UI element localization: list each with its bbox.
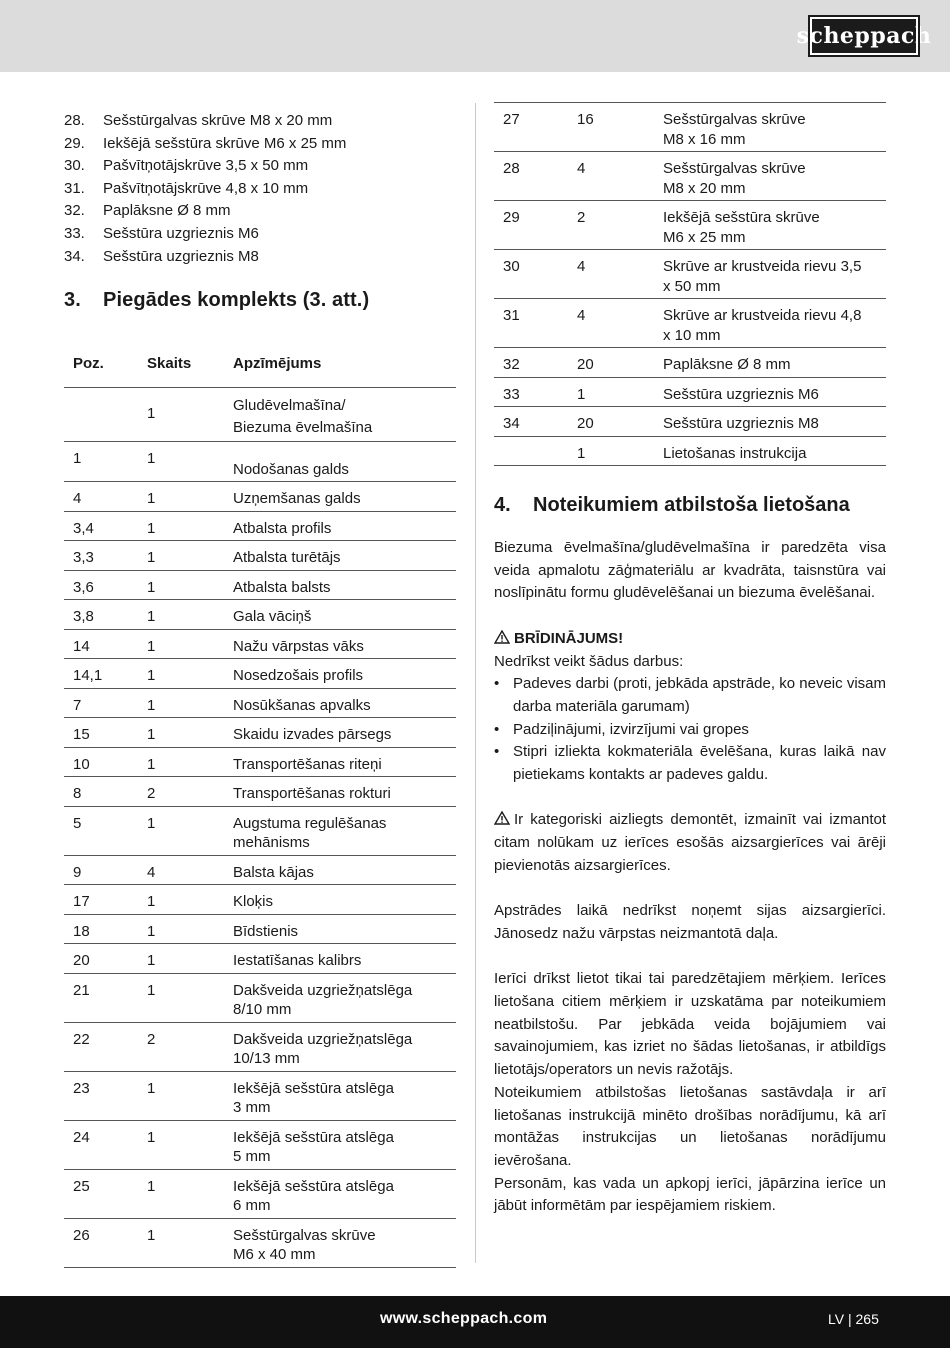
cell-pos: 18	[64, 914, 147, 944]
table-row	[64, 1071, 456, 1120]
cell-qty: 20	[577, 348, 663, 378]
guards-paragraph: Apstrādes laikā nedrīkst noņemt sijas aizsargierīci. Jānosedz nažu vārpstas neizmantotā daļa.	[494, 902, 886, 942]
page-header	[0, 0, 950, 72]
table-row	[64, 944, 456, 974]
table-row	[64, 747, 456, 777]
cell-desc: Uzņemšanas galds	[233, 482, 456, 512]
prohibited-list	[494, 673, 886, 787]
cell-qty: 4	[577, 152, 663, 201]
cell-qty: 1	[147, 747, 233, 777]
cell-qty: 1	[147, 482, 233, 512]
table-row	[64, 570, 456, 600]
table-row	[64, 541, 456, 571]
right-column	[494, 102, 886, 1218]
cell-pos: 29	[494, 201, 577, 250]
cell-qty: 1	[147, 688, 233, 718]
table-row	[494, 152, 886, 201]
cell-qty: 4	[577, 250, 663, 299]
warning-heading: BRĪDINĀJUMS!	[494, 628, 886, 651]
cell-desc: Atbalsta profils	[233, 511, 456, 541]
table-row	[64, 441, 456, 482]
list-item: 28. Sešstūrgalvas skrūve M8 x 20 mm	[64, 112, 333, 129]
col-pos-header: Poz.	[64, 340, 147, 387]
table-row	[64, 482, 456, 512]
cell-desc: Sešstūrgalvas skrūve M6 x 40 mm	[233, 1218, 456, 1267]
cell-desc: Nosūkšanas apvalks	[233, 688, 456, 718]
warning-triangle-icon	[494, 630, 510, 644]
section-4-body	[494, 537, 886, 1218]
parts-list-continued	[64, 110, 456, 268]
cell-pos: 17	[64, 885, 147, 915]
cell-desc: Nodošanas galds	[233, 441, 456, 482]
cell-desc: Gala vāciņš	[233, 600, 456, 630]
cell-pos: 3,3	[64, 541, 147, 571]
cell-qty: 1	[147, 914, 233, 944]
cell-qty: 1	[147, 1218, 233, 1267]
cell-pos: 3,6	[64, 570, 147, 600]
cell-pos: 28	[494, 152, 577, 201]
cell-pos: 4	[64, 482, 147, 512]
cell-qty: 1	[147, 944, 233, 974]
table-row	[64, 885, 456, 915]
table-row	[64, 511, 456, 541]
cell-desc: Sešstūrgalvas skrūve M8 x 16 mm	[663, 103, 886, 152]
cell-pos: 27	[494, 103, 577, 152]
cell-pos	[494, 436, 577, 466]
cell-pos: 7	[64, 688, 147, 718]
page-number: LV | 265	[828, 1311, 879, 1327]
table-row	[64, 688, 456, 718]
list-item: 34. Sešstūra uzgrieznis M8	[64, 247, 259, 265]
website-link[interactable]: www.scheppach.com	[380, 1310, 548, 1327]
cell-qty: 1	[147, 1120, 233, 1169]
warning-lead: Nedrīkst veikt šādus darbus:	[494, 652, 684, 670]
cell-desc: Sešstūra uzgrieznis M8	[663, 407, 886, 437]
cell-pos: 5	[64, 806, 147, 855]
cell-desc: Augstuma regulēšanas mehānisms	[233, 806, 456, 855]
cell-qty: 20	[577, 407, 663, 437]
cell-qty: 2	[577, 201, 663, 250]
table-row	[494, 436, 886, 466]
cell-pos: 14,1	[64, 659, 147, 689]
cell-desc: Transportēšanas rokturi	[233, 777, 456, 807]
table-row	[494, 299, 886, 348]
cell-qty: 2	[147, 777, 233, 807]
table-row	[64, 629, 456, 659]
cell-desc: Transportēšanas riteņi	[233, 747, 456, 777]
cell-pos: 9	[64, 855, 147, 885]
cell-desc: Iekšējā sešstūra atslēga 5 mm	[233, 1120, 456, 1169]
persons-paragraph: Personām, kas vada un apkopj ierīci, jāpārzina ierīce un jābūt informētām par iespējamiem riskiem.	[494, 1174, 886, 1215]
cell-desc: Kloķis	[233, 885, 456, 915]
table-row	[494, 201, 886, 250]
list-item: • Stipri izliekta kokmateriāla ēvelēšana, kuras laikā nav pietiekams kontakts ar padeves galdu.	[494, 741, 886, 786]
cell-pos: 20	[64, 944, 147, 974]
cell-pos: 21	[64, 973, 147, 1022]
table-row	[64, 1120, 456, 1169]
cell-desc: Dakšveida uzgriežņatslēga 10/13 mm	[233, 1022, 456, 1071]
cell-desc: Sešstūrgalvas skrūve M8 x 20 mm	[663, 152, 886, 201]
table-row	[494, 103, 886, 152]
table-row	[494, 348, 886, 378]
cell-qty: 1	[147, 387, 233, 441]
brand-logo: scheppach	[810, 17, 918, 55]
cell-desc: Iestatīšanas kalibrs	[233, 944, 456, 974]
cell-pos: 15	[64, 718, 147, 748]
cell-pos: 3,4	[64, 511, 147, 541]
page-footer	[0, 1296, 950, 1348]
list-item: • Padziļinājumi, izvirzījumi vai gropes	[494, 719, 886, 742]
table-row	[64, 1218, 456, 1267]
table-row	[494, 407, 886, 437]
section-4-heading: 4. Noteikumiem atbilstoša lietošana	[494, 494, 850, 516]
cell-qty: 2	[147, 1022, 233, 1071]
list-item: 30. Pašvītņotājskrūve 3,5 x 50 mm	[64, 157, 309, 175]
section-3-heading: 3. Piegādes komplekts (3. att.)	[64, 289, 370, 312]
cell-pos: 25	[64, 1169, 147, 1218]
cell-qty: 1	[147, 629, 233, 659]
cell-qty: 1	[147, 1071, 233, 1120]
delivery-table-body	[64, 387, 456, 1267]
cell-qty: 1	[147, 885, 233, 915]
cell-desc: Iekšējā sešstūra atslēga 6 mm	[233, 1169, 456, 1218]
cell-desc: Dakšveida uzgriežņatslēga 8/10 mm	[233, 973, 456, 1022]
cell-qty: 1	[147, 718, 233, 748]
cell-pos	[64, 387, 147, 441]
cell-pos: 23	[64, 1071, 147, 1120]
warning-triangle-icon	[494, 811, 510, 825]
cell-pos: 3,8	[64, 600, 147, 630]
delivery-table-continued-body	[494, 103, 886, 466]
table-row	[64, 600, 456, 630]
cell-qty: 1	[147, 570, 233, 600]
cell-pos: 1	[64, 441, 147, 482]
cell-desc: Atbalsta turētājs	[233, 541, 456, 571]
rules-paragraph: Noteikumiem atbilstošas lietošanas sastāvdaļa ir arī lietošanas instrukcijā minēto drošības norādījumu, kā arī montāžas instrukcijas un lietošanas norādījumu ievērošana.	[494, 1083, 886, 1169]
list-item: 29. Iekšējā sešstūra skrūve M6 x 25 mm	[64, 134, 347, 152]
cell-qty: 1	[147, 1169, 233, 1218]
cell-qty: 1	[147, 441, 233, 482]
purpose-paragraph: Ierīci drīkst lietot tikai tai paredzētajiem mērķiem. Ierīces lietošana citiem mērķiem ir uzskatāma par noteikumiem neatbilstošu. Par jebkāda veida bojājumiem vai savainojumiem, kas izriet no šādas lietošanas, ir atbildīgs lietotājs/operators un nevis ražotājs.	[494, 970, 886, 1079]
cell-qty: 1	[577, 377, 663, 407]
table-row	[494, 377, 886, 407]
cell-pos: 14	[64, 629, 147, 659]
cell-desc: Nosedzošais profils	[233, 659, 456, 689]
table-header-row	[64, 340, 456, 387]
table-row	[64, 718, 456, 748]
cell-pos: 31	[494, 299, 577, 348]
table-row	[64, 855, 456, 885]
table-row	[64, 806, 456, 855]
left-column	[64, 110, 456, 1268]
column-divider	[475, 103, 476, 1263]
cell-desc: Paplāksne Ø 8 mm	[663, 348, 886, 378]
list-item: 33. Sešstūra uzgrieznis M6	[64, 224, 259, 242]
cell-desc: Atbalsta balsts	[233, 570, 456, 600]
list-item: 31. Pašvītņotājskrūve 4,8 x 10 mm	[64, 179, 309, 197]
cell-desc: Skaidu izvades pārsegs	[233, 718, 456, 748]
table-row	[64, 777, 456, 807]
cell-pos: 33	[494, 377, 577, 407]
cell-qty: 4	[577, 299, 663, 348]
cell-pos: 24	[64, 1120, 147, 1169]
table-row	[64, 387, 456, 441]
cell-qty: 1	[147, 659, 233, 689]
cell-desc: Skrūve ar krustveida rievu 3,5 x 50 mm	[663, 250, 886, 299]
cell-qty: 1	[577, 436, 663, 466]
forbidden-paragraph: Ir kategoriski aizliegts demontēt, izmainīt vai izmantot citam nolūkam uz ierīces esošās aizsargierīces vai ārēji pievienotās aizsargierīces.	[494, 811, 886, 874]
col-qty-header: Skaits	[147, 340, 233, 387]
cell-qty: 1	[147, 806, 233, 855]
table-row	[64, 914, 456, 944]
table-row	[64, 1169, 456, 1218]
cell-qty: 1	[147, 541, 233, 571]
cell-qty: 1	[147, 511, 233, 541]
cell-qty: 4	[147, 855, 233, 885]
cell-pos: 22	[64, 1022, 147, 1071]
table-row	[64, 659, 456, 689]
cell-pos: 8	[64, 777, 147, 807]
delivery-table-continued	[494, 102, 886, 466]
table-row	[64, 973, 456, 1022]
table-row	[494, 250, 886, 299]
cell-desc: Iekšējā sešstūra skrūve M6 x 25 mm	[663, 201, 886, 250]
cell-desc: Balsta kājas	[233, 855, 456, 885]
cell-qty: 16	[577, 103, 663, 152]
cell-desc: Nažu vārpstas vāks	[233, 629, 456, 659]
delivery-table	[64, 340, 456, 1268]
col-desc-header: Apzīmējums	[233, 340, 456, 387]
cell-desc: Gludēvelmašīna/ Biezuma ēvelmašīna	[233, 387, 456, 441]
list-item: • Padeves darbi (proti, jebkāda apstrāde, ko neveic visam darba materiāla garumam)	[494, 673, 886, 718]
cell-qty: 1	[147, 973, 233, 1022]
cell-pos: 30	[494, 250, 577, 299]
cell-desc: Iekšējā sešstūra atslēga 3 mm	[233, 1071, 456, 1120]
list-item: 32. Paplāksne Ø 8 mm	[64, 202, 231, 220]
cell-pos: 32	[494, 348, 577, 378]
cell-pos: 26	[64, 1218, 147, 1267]
cell-qty: 1	[147, 600, 233, 630]
cell-desc: Bīdstienis	[233, 914, 456, 944]
cell-pos: 34	[494, 407, 577, 437]
cell-desc: Skrūve ar krustveida rievu 4,8 x 10 mm	[663, 299, 886, 348]
cell-desc: Sešstūra uzgrieznis M6	[663, 377, 886, 407]
table-row	[64, 1022, 456, 1071]
cell-desc: Lietošanas instrukcija	[663, 436, 886, 466]
cell-pos: 10	[64, 747, 147, 777]
intro-paragraph: Biezuma ēvelmašīna/gludēvelmašīna ir paredzēta visa veida apmalotu zāģmateriālu ar kvadrāta, taisnstūra vai noslīpinātu formu gludēvelēšanai un biezuma ēvelēšanai.	[494, 539, 886, 602]
